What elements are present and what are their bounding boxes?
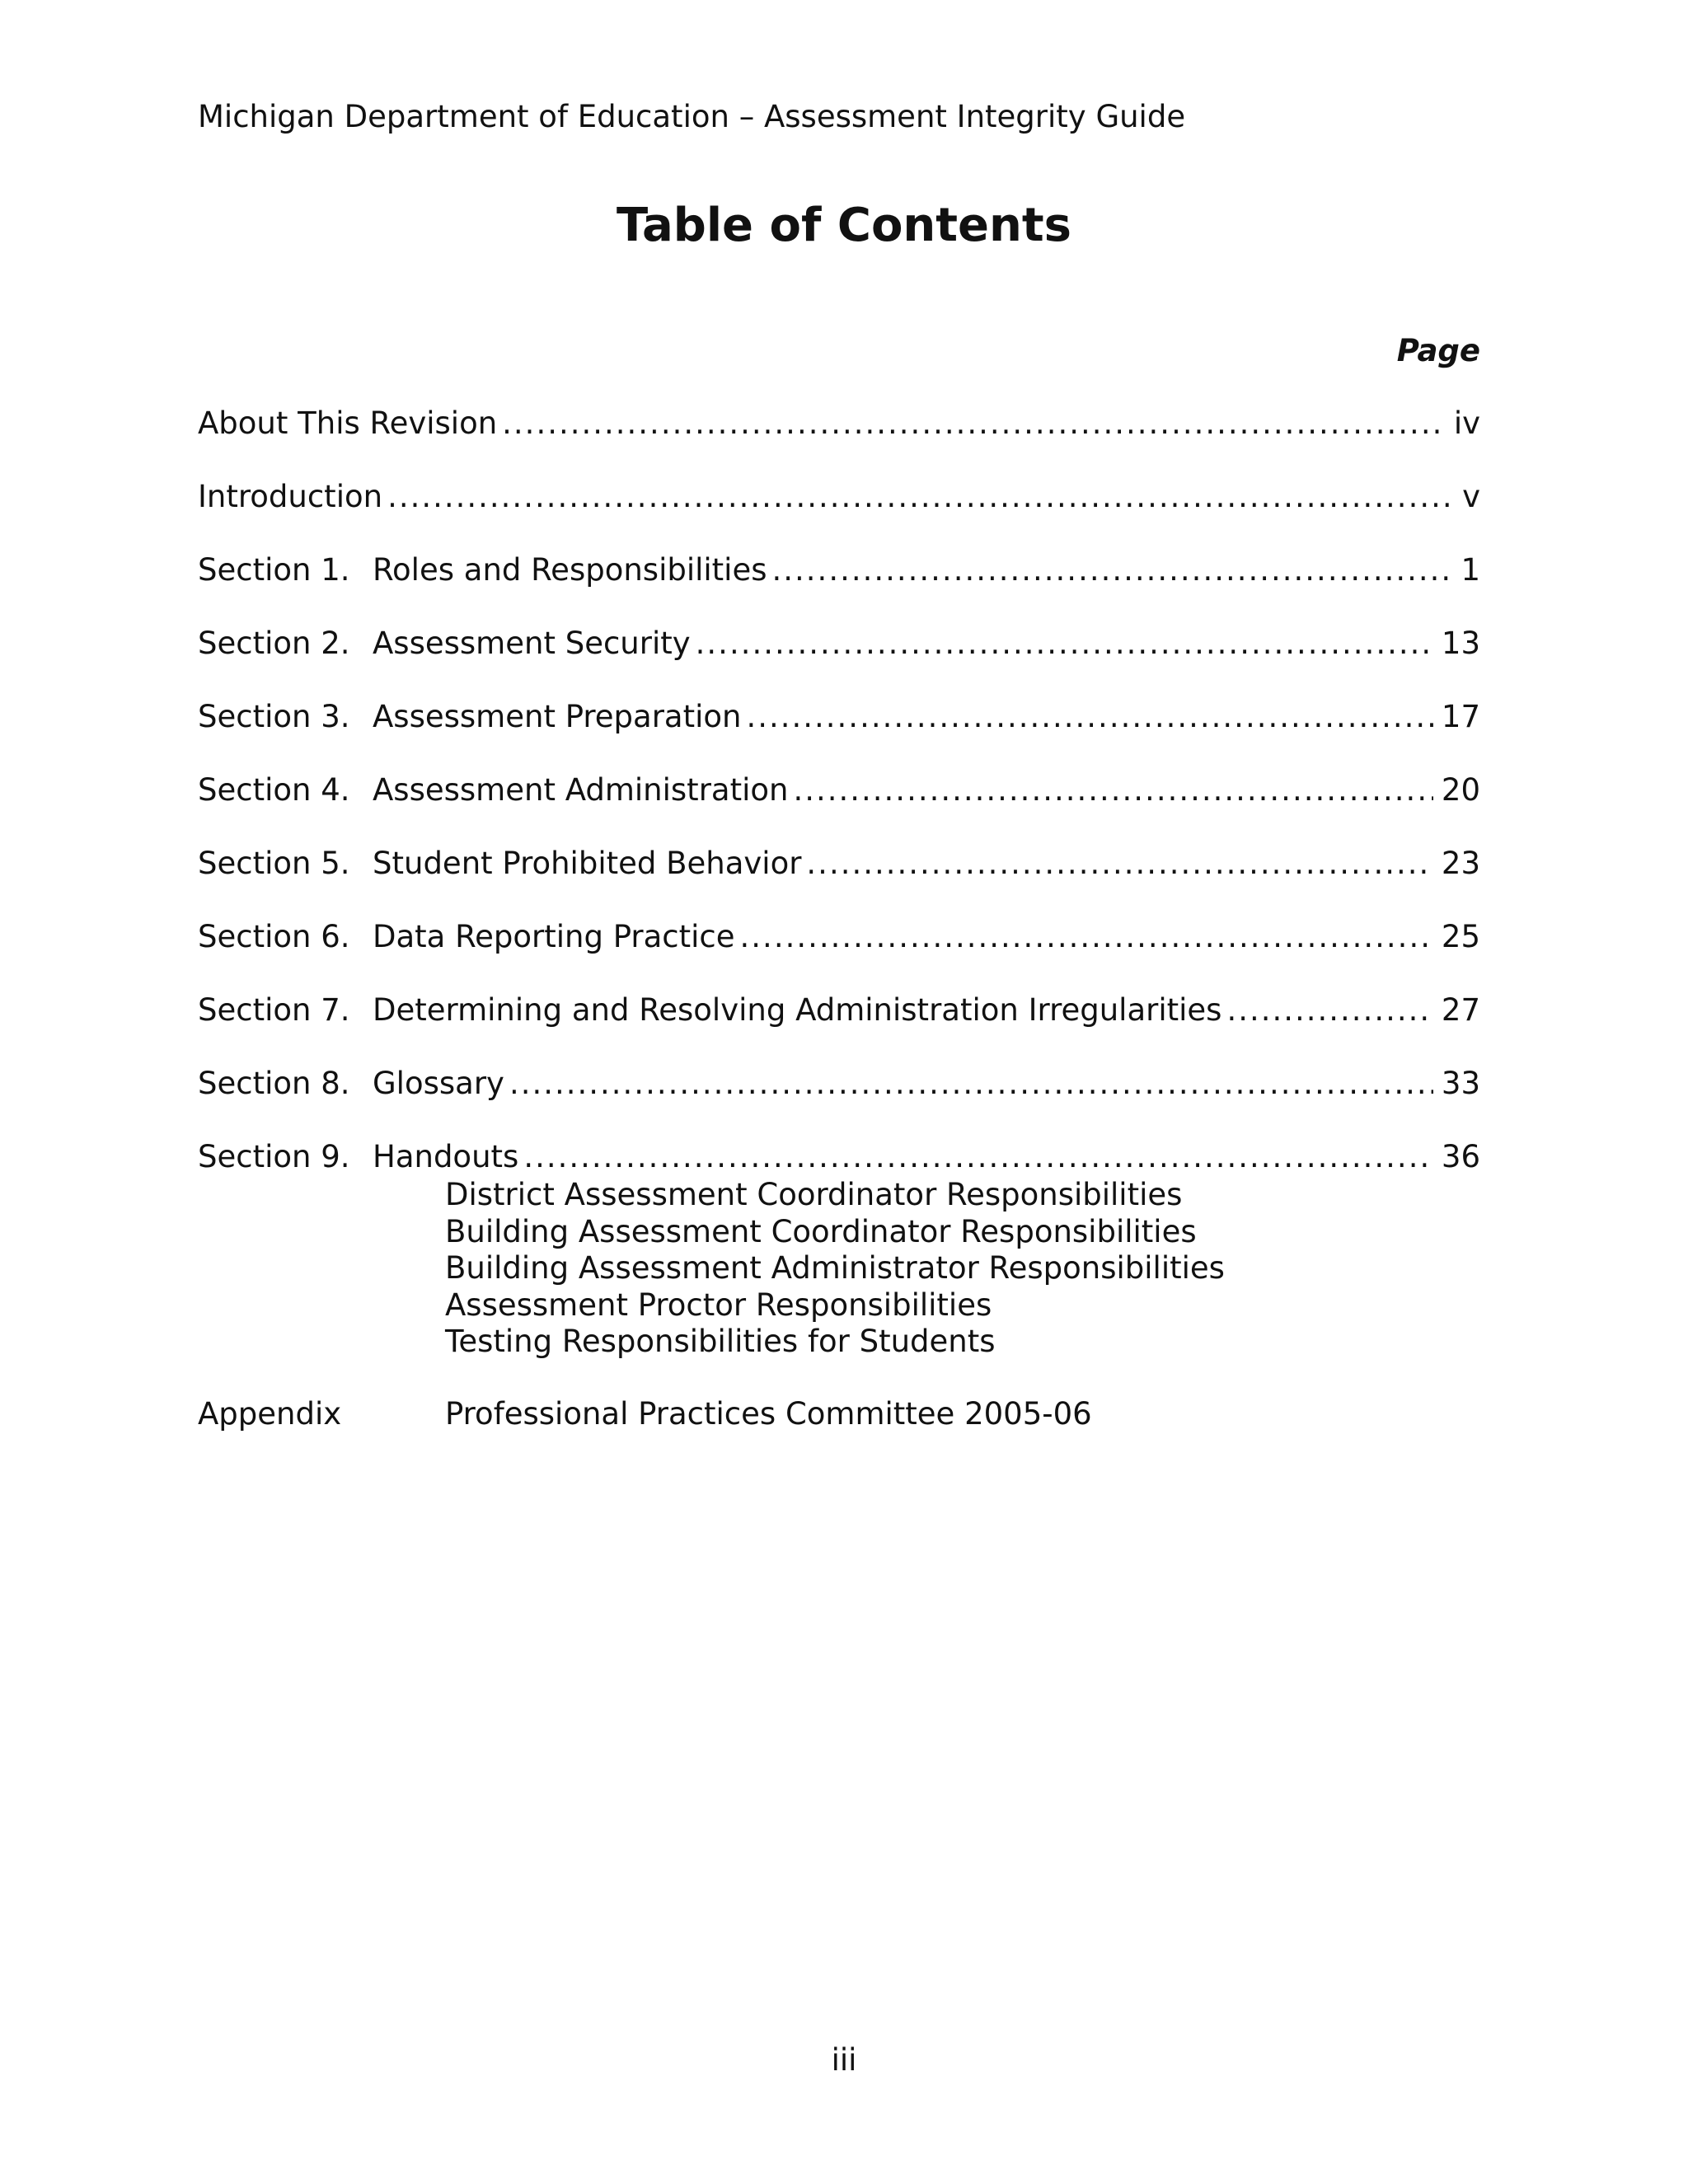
- toc-entry-introduction[interactable]: [198, 477, 1480, 517]
- toc-entry-section-3[interactable]: [198, 697, 1480, 737]
- toc-entry-page: 33: [1441, 1066, 1480, 1101]
- dot-leader: [806, 844, 1432, 883]
- toc-entry-title: Determining and Resolving Administration Irregularities: [373, 992, 1222, 1028]
- toc-entry-title: Assessment Administration: [373, 772, 789, 808]
- toc-entry-number: Section 8.: [198, 1066, 350, 1101]
- toc-entry-page: 25: [1441, 919, 1480, 954]
- dot-leader: [793, 771, 1432, 810]
- page-column-label: Page: [1396, 333, 1480, 368]
- toc-entry-section-7[interactable]: [198, 991, 1480, 1030]
- handout-item[interactable]: District Assessment Coordinator Responsibilities: [445, 1177, 1183, 1212]
- toc-entry-about-this-revision[interactable]: [198, 404, 1480, 443]
- toc-entry-number: Section 6.: [198, 919, 350, 954]
- toc-entry-page: v: [1462, 479, 1480, 514]
- toc-entry-number: Section 9.: [198, 1139, 350, 1174]
- appendix-label: Appendix: [198, 1395, 342, 1432]
- dot-leader: [1226, 991, 1432, 1030]
- toc-entry-title: Assessment Preparation: [373, 699, 742, 734]
- toc-entry-title: Assessment Security: [373, 626, 691, 661]
- dot-leader: [502, 404, 1446, 443]
- dot-leader: [523, 1137, 1433, 1177]
- toc-entry-section-9[interactable]: [198, 1137, 1480, 1177]
- toc-entry-section-4[interactable]: [198, 771, 1480, 810]
- toc-entry-page: 20: [1441, 772, 1480, 808]
- toc-entry-page: 17: [1441, 699, 1480, 734]
- toc-entry-title: Data Reporting Practice: [373, 919, 735, 954]
- dot-leader: [772, 551, 1453, 590]
- toc-entry-section-5[interactable]: [198, 844, 1480, 883]
- toc-entry-title: Handouts: [373, 1139, 519, 1174]
- toc-entry-page: 36: [1441, 1139, 1480, 1174]
- dot-leader: [387, 477, 1454, 517]
- toc-entry-number: Section 4.: [198, 772, 350, 808]
- toc-entry-number: Section 1.: [198, 552, 350, 588]
- running-header: Michigan Department of Education – Assessment Integrity Guide: [198, 99, 1186, 134]
- toc-entry-number: Section 2.: [198, 626, 350, 661]
- page-title: Table of Contents: [616, 199, 1071, 252]
- toc-entry-page: 1: [1461, 552, 1480, 588]
- toc-entry-page: 13: [1441, 626, 1480, 661]
- toc-entry-appendix[interactable]: [198, 1394, 1480, 1434]
- toc-entry-page: 27: [1441, 992, 1480, 1028]
- handout-item[interactable]: Assessment Proctor Responsibilities: [445, 1286, 992, 1323]
- toc-entry-title: About This Revision: [198, 405, 498, 441]
- toc-entry-number: Section 5.: [198, 846, 350, 881]
- handouts-list: [445, 1177, 1480, 1361]
- handout-item[interactable]: Testing Responsibilities for Students: [445, 1324, 996, 1360]
- page-number: iii: [831, 2042, 857, 2078]
- toc-entry-title: Introduction: [198, 479, 383, 514]
- toc-entry-section-6[interactable]: [198, 917, 1480, 957]
- dot-leader: [696, 624, 1433, 663]
- dot-leader: [509, 1064, 1433, 1104]
- table-of-contents: [198, 404, 1480, 1434]
- appendix-title: Professional Practices Committee 2005-06: [445, 1395, 1092, 1432]
- toc-entry-page: 23: [1441, 846, 1480, 881]
- toc-entry-section-8[interactable]: [198, 1064, 1480, 1104]
- toc-entry-page: iv: [1453, 405, 1480, 441]
- toc-entry-number: Section 7.: [198, 992, 350, 1028]
- handout-item[interactable]: Building Assessment Administrator Responsibilities: [445, 1250, 1225, 1286]
- toc-entry-section-1[interactable]: [198, 551, 1480, 590]
- toc-entry-title: Roles and Responsibilities: [373, 552, 767, 588]
- toc-entry-title: Glossary: [373, 1066, 504, 1101]
- toc-entry-title: Student Prohibited Behavior: [373, 846, 802, 881]
- dot-leader: [740, 917, 1433, 957]
- dot-leader: [746, 697, 1432, 737]
- handout-item[interactable]: Building Assessment Coordinator Responsibilities: [445, 1213, 1197, 1249]
- toc-entry-number: Section 3.: [198, 699, 350, 734]
- toc-entry-section-2[interactable]: [198, 624, 1480, 663]
